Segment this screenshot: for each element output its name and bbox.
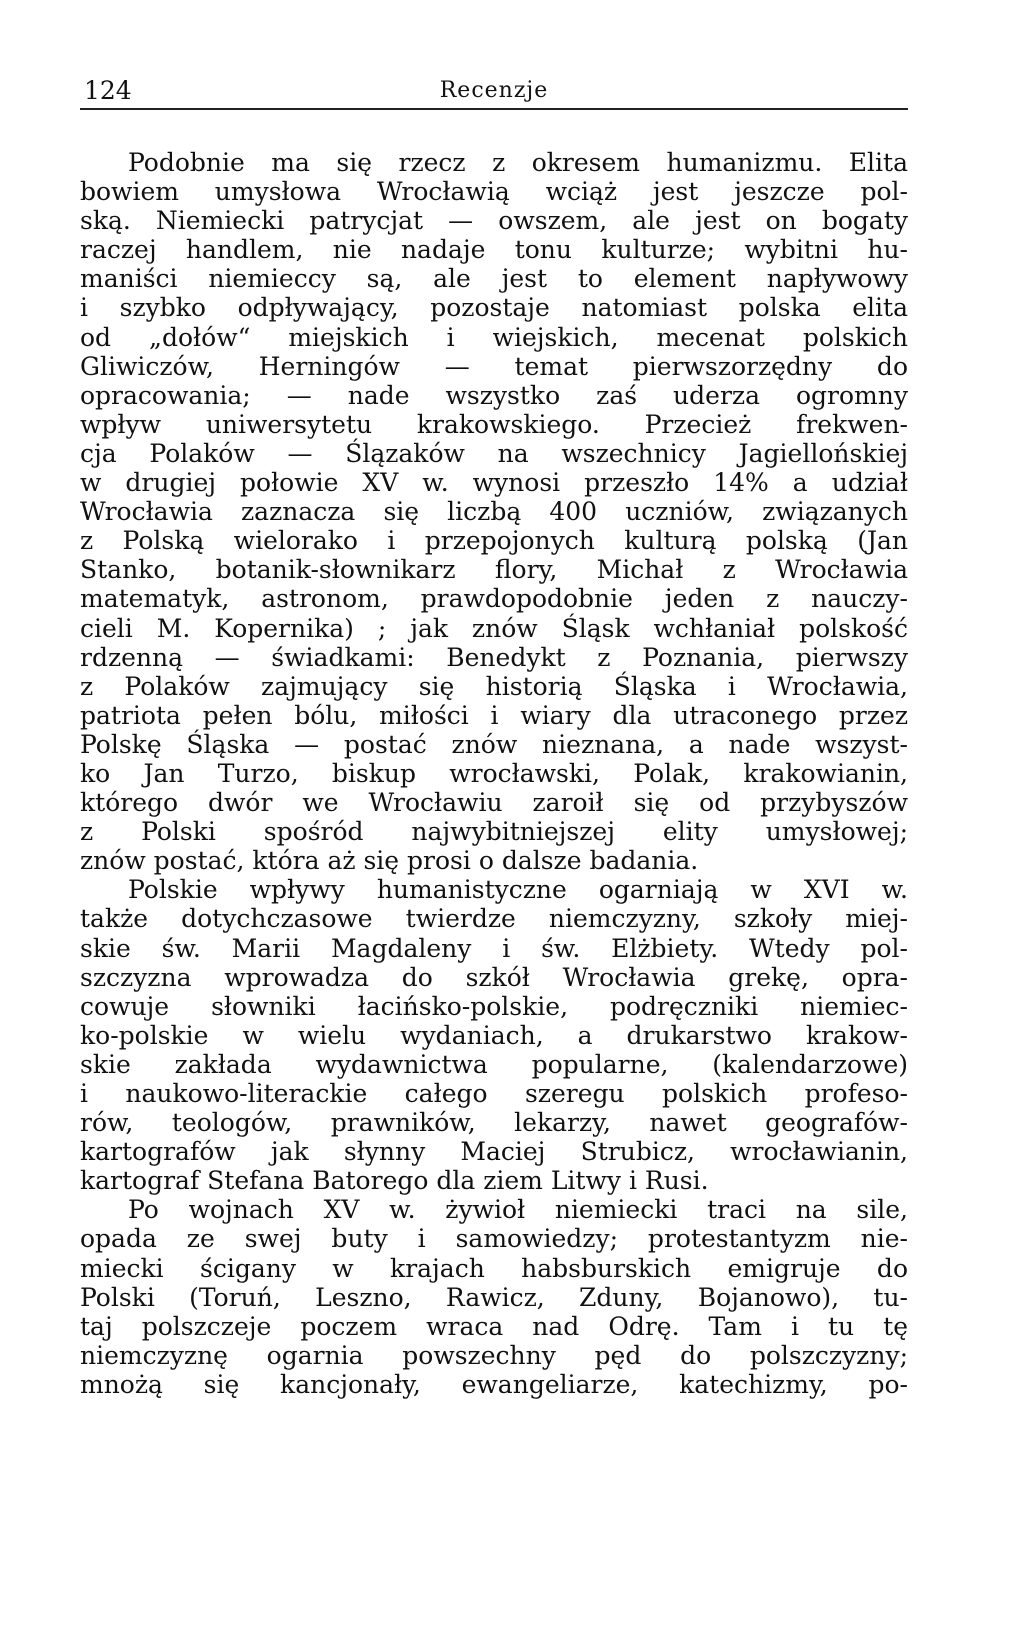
text-line: znów postać, która aż się prosi o dalsze badania. <box>80 846 699 876</box>
text-line: rdzenną — świadkami: Benedykt z Poznania, pierwszy <box>80 642 908 672</box>
text-line: wpływ uniwersytetu krakowskiego. Przecież frekwen- <box>80 409 908 439</box>
text-line: z Polaków zajmujący się historią Śląska i Wrocławia, <box>80 671 908 701</box>
text-line: mnożą się kancjonały, ewangeliarze, katechizmy, po- <box>80 1369 908 1399</box>
text-line: w drugiej połowie XV w. wynosi przeszło 14% a udział <box>80 468 908 498</box>
text-line: szczyzna wprowadza do szkół Wrocławia grekę, opra- <box>80 962 908 992</box>
text-line: Gliwiczów, Herningów — temat pierwszorzędny do <box>80 351 908 381</box>
text-line: Wrocławia zaznacza się liczbą 400 uczniów, związanych <box>80 497 908 527</box>
text-line: Polskę Śląska — postać znów nieznana, a nade wszyst- <box>80 729 908 759</box>
text-line: z Polski spośród najwybitniejszej elity umysłowej; <box>80 817 908 847</box>
text-line: kartografów jak słynny Maciej Strubicz, wrocławianin, <box>80 1137 908 1167</box>
text-line: Polski (Toruń, Leszno, Rawicz, Zduny, Bojanowo), tu- <box>80 1282 908 1312</box>
text-line: i szybko odpływający, pozostaje natomiast polska elita <box>80 293 908 323</box>
text-line: Podobnie ma się rzecz z okresem humanizmu. Elita <box>128 148 908 177</box>
text-line: i naukowo-literackie całego szeregu polskich profeso- <box>80 1079 908 1108</box>
text-line: którego dwór we Wrocławiu zaroił się od przybyszów <box>80 788 908 818</box>
text-line: także dotychczasowe twierdze niemczyzny, szkoły miej- <box>80 904 908 934</box>
text-line: ko Jan Turzo, biskup wrocławski, Polak, krakowianin, <box>80 758 908 788</box>
text-line: Polskie wpływy humanistyczne ogarniają w XVI w. <box>128 875 908 905</box>
text-line: cja Polaków — Ślązaków na wszechnicy Jagiellońskiej <box>80 438 908 468</box>
text-line: bowiem umysłowa Wrocławią wciąż jest jeszcze pol- <box>80 177 908 207</box>
text-line: matematyk, astronom, prawdopodobnie jeden z nauczy- <box>80 584 908 614</box>
page-number: 124 <box>84 76 132 105</box>
text-line: taj polszczeje poczem wraca nad Odrę. Tam i tu tę <box>80 1311 908 1341</box>
text-line: miecki ścigany w krajach habsburskich emigruje do <box>80 1253 908 1283</box>
text-line: patriota pełen bólu, miłości i wiary dla utraconego przez <box>80 700 908 730</box>
text-line: skie zakłada wydawnictwa popularne, (kalendarzowe) <box>80 1049 908 1079</box>
header-rule <box>80 108 908 110</box>
text-line: Stanko, botanik-słownikarz flory, Michał z Wrocławia <box>80 555 908 585</box>
text-line: maniści niemieccy są, ale jest to element napływowy <box>80 264 908 294</box>
text-line: ko-polskie w wielu wydaniach, a drukarstwo krakow- <box>80 1020 908 1050</box>
body-text <box>80 148 908 1399</box>
text-line: opada ze swej buty i samowiedzy; protestantyzm nie- <box>80 1224 908 1254</box>
text-line: cieli M. Kopernika) ; jak znów Śląsk wchłaniał polskość <box>80 613 908 643</box>
text-line: skie św. Marii Magdaleny i św. Elżbiety. Wtedy pol- <box>80 933 908 963</box>
text-line: z Polską wielorako i przepojonych kulturą polską (Jan <box>80 526 908 556</box>
running-head-title: Recenzje <box>439 78 549 103</box>
text-line: kartograf Stefana Batorego dla ziem Litwy i Rusi. <box>80 1166 709 1196</box>
text-line: opracowania; — nade wszystko zaś uderza ogromny <box>80 380 908 410</box>
text-line: cowuje słowniki łacińsko-polskie, podręczniki niemiec- <box>80 991 908 1021</box>
text-line: Po wojnach XV w. żywioł niemiecki traci na sile, <box>128 1195 908 1225</box>
text-line: rów, teologów, prawników, lekarzy, nawet geografów- <box>80 1108 908 1138</box>
text-line: raczej handlem, nie nadaje tonu kulturze; wybitni hu- <box>80 235 908 265</box>
running-head <box>80 70 908 110</box>
text-line: ską. Niemiecki patrycjat — owszem, ale jest on bogaty <box>80 206 908 236</box>
text-line: niemczyznę ogarnia powszechny pęd do polszczyzny; <box>80 1340 908 1370</box>
text-line: od „dołów“ miejskich i wiejskich, mecenat polskich <box>80 322 908 352</box>
